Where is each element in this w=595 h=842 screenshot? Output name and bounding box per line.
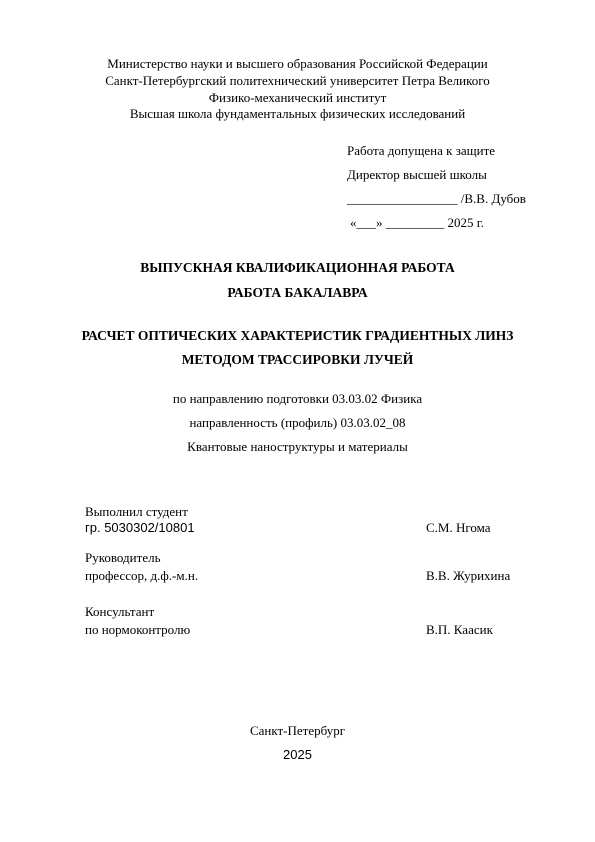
work-title-line-1: РАСЧЕТ ОПТИЧЕСКИХ ХАРАКТЕРИСТИК ГРАДИЕНТНЫХ ЛИНЗ bbox=[81, 328, 514, 343]
supervisor-label: Руководитель bbox=[85, 550, 161, 565]
supervisor-position: профессор, д.ф.-м.н. bbox=[85, 568, 199, 583]
approval-admitted: Работа допущена к защите bbox=[347, 143, 496, 158]
consultant-name: В.П. Каасик bbox=[426, 622, 493, 637]
profile-line: направленность (профиль) 03.03.02_08 bbox=[189, 415, 406, 430]
consultant-label: Консультант bbox=[85, 604, 155, 619]
work-type: ВЫПУСКНАЯ КВАЛИФИКАЦИОННАЯ РАБОТА bbox=[140, 260, 455, 275]
direction-line: по направлению подготовки 03.03.02 Физика bbox=[172, 391, 423, 406]
approval-date: «___» _________ 2025 г. bbox=[350, 215, 484, 230]
student-name: С.М. Нгома bbox=[426, 520, 491, 535]
student-label: Выполнил студент bbox=[85, 504, 188, 519]
consultant-area: по нормоконтролю bbox=[85, 622, 191, 637]
work-title-line-2: МЕТОДОМ ТРАССИРОВКИ ЛУЧЕЙ bbox=[181, 352, 414, 367]
university-line: Санкт-Петербургский политехнический университет Петра Великого bbox=[105, 73, 490, 88]
institute-line: Физико-механический институт bbox=[208, 90, 387, 105]
approval-director: Директор высшей школы bbox=[347, 167, 487, 182]
ministry-line: Министерство науки и высшего образования Российской Федерации bbox=[107, 56, 488, 71]
footer-year: 2025 bbox=[283, 747, 312, 762]
work-degree: РАБОТА БАКАЛАВРА bbox=[227, 285, 368, 300]
footer-city: Санкт-Петербург bbox=[249, 723, 346, 738]
school-line: Высшая школа фундаментальных физических исследований bbox=[129, 106, 466, 121]
student-group: гр. 5030302/10801 bbox=[85, 520, 195, 535]
profile-name-line: Квантовые наноструктуры и материалы bbox=[187, 439, 408, 454]
supervisor-name: В.В. Журихина bbox=[426, 568, 511, 583]
approval-signature: _________________ /В.В. Дубов bbox=[347, 191, 526, 206]
